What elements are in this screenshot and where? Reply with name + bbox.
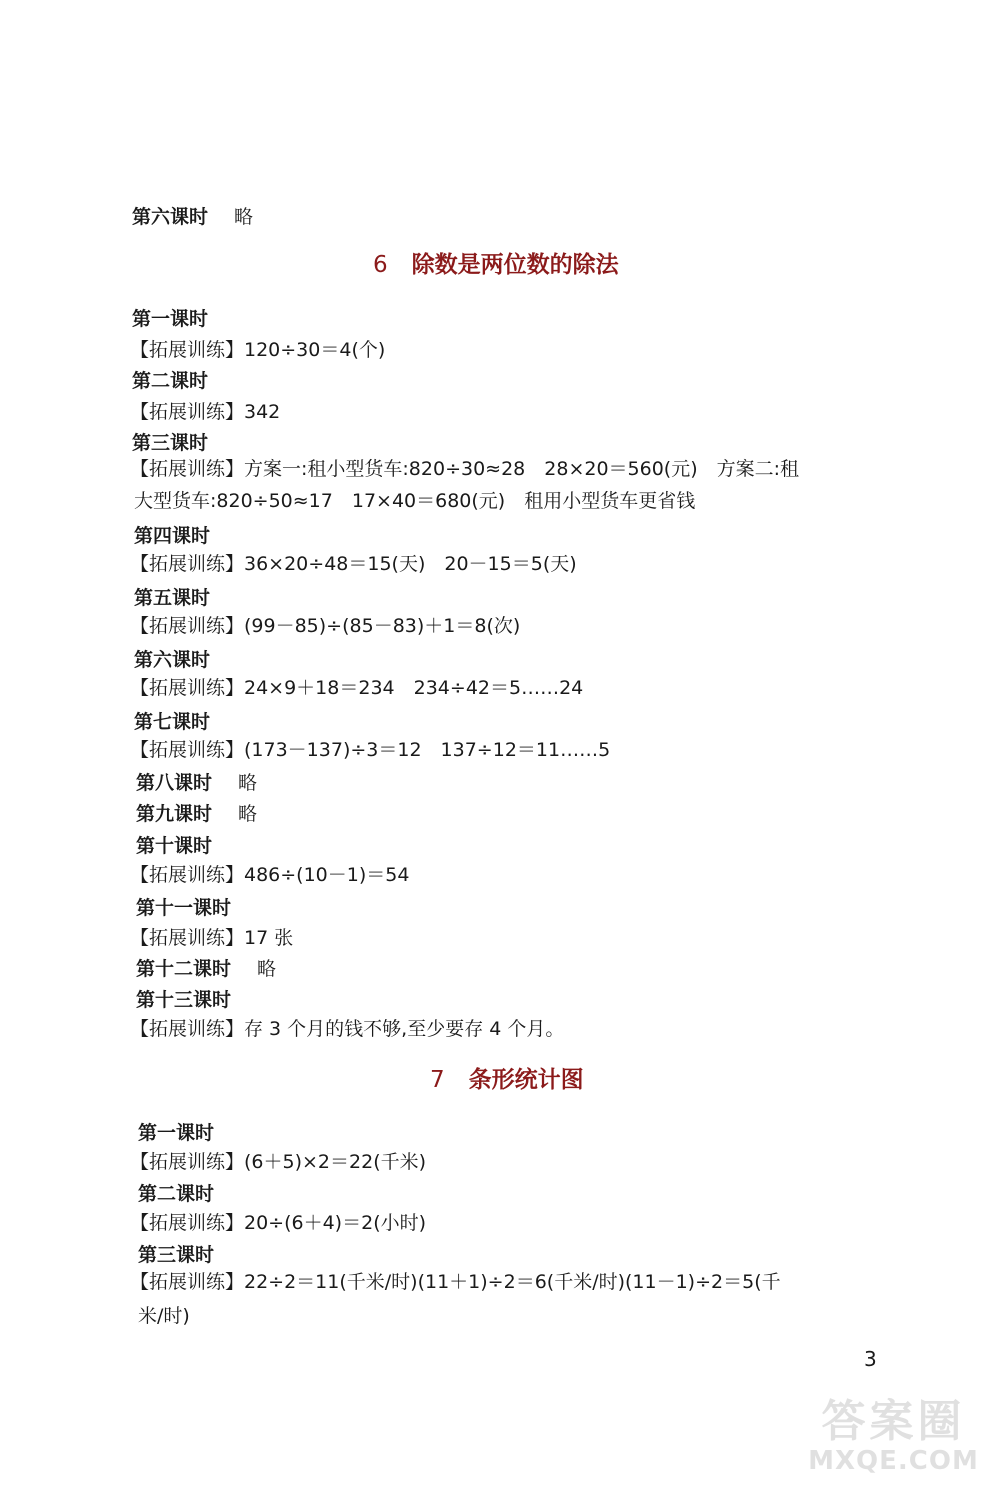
lesson-heading: 第六课时	[132, 206, 209, 228]
section-7-title	[430, 1065, 584, 1095]
lesson-heading: 第二课时	[138, 1183, 215, 1205]
exercise-answer: 【拓展训练】(99－85)÷(85－83)＋1＝8(次)	[130, 615, 521, 637]
exercise-answer-continued: 米/时)	[138, 1305, 190, 1327]
exercise-answer: 【拓展训练】20÷(6＋4)＝2(小时)	[130, 1212, 427, 1234]
section-number: 7	[430, 1067, 445, 1093]
entry-lesson-9	[136, 802, 257, 826]
watermark-text-bottom: MXQE.COM	[808, 1446, 979, 1476]
lesson-content: 略	[234, 206, 254, 228]
exercise-answer: 【拓展训练】(6＋5)×2＝22(千米)	[130, 1151, 427, 1173]
entry-lesson-12	[136, 957, 276, 981]
lesson-heading: 第十一课时	[136, 897, 232, 919]
lesson-heading: 第三课时	[138, 1244, 215, 1266]
exercise-answer: 【拓展训练】17 张	[130, 927, 294, 949]
lesson-content: 略	[238, 772, 258, 794]
page-number: 3	[864, 1347, 877, 1371]
section-name: 条形统计图	[468, 1067, 584, 1093]
lesson-content: 略	[238, 803, 258, 825]
watermark-text-top: 答案圈	[821, 1396, 966, 1447]
section-number: 6	[373, 252, 388, 278]
exercise-answer: 【拓展训练】342	[130, 401, 281, 423]
exercise-answer: 【拓展训练】存 3 个月的钱不够,至少要存 4 个月。	[130, 1018, 565, 1040]
lesson-heading: 第十三课时	[136, 989, 232, 1011]
lesson-heading: 第四课时	[134, 525, 211, 547]
entry-lesson-6-prev	[132, 205, 253, 229]
lesson-heading: 第一课时	[132, 308, 209, 330]
lesson-heading: 第七课时	[134, 711, 211, 733]
lesson-heading: 第六课时	[134, 649, 211, 671]
exercise-answer: 【拓展训练】36×20÷48＝15(天) 20－15＝5(天)	[130, 553, 577, 575]
section-name: 除数是两位数的除法	[411, 252, 619, 278]
exercise-answer: 【拓展训练】24×9＋18＝234 234÷42＝5……24	[130, 677, 584, 699]
lesson-heading: 第三课时	[132, 432, 209, 454]
lesson-heading: 第十二课时	[136, 958, 232, 980]
exercise-answer: 【拓展训练】486÷(10－1)＝54	[130, 864, 410, 886]
lesson-heading: 第十课时	[136, 835, 213, 857]
exercise-answer-continued: 大型货车:820÷50≈17 17×40＝680(元) 租用小型货车更省钱	[134, 490, 696, 512]
lesson-heading: 第五课时	[134, 587, 211, 609]
entry-lesson-8	[136, 771, 257, 795]
lesson-heading: 第八课时	[136, 772, 213, 794]
lesson-content: 略	[257, 958, 277, 980]
exercise-answer: 【拓展训练】22÷2＝11(千米/时)(11＋1)÷2＝6(千米/时)(11－1)÷2＝5(千	[130, 1271, 781, 1293]
lesson-heading: 第一课时	[138, 1122, 215, 1144]
exercise-answer: 【拓展训练】(173－137)÷3＝12 137÷12＝11……5	[130, 739, 611, 761]
exercise-answer: 【拓展训练】方案一:租小型货车:820÷30≈28 28×20＝560(元) 方案二:租	[130, 458, 800, 480]
section-6-title	[373, 250, 619, 280]
exercise-answer: 【拓展训练】120÷30＝4(个)	[130, 339, 386, 361]
watermark-logo	[801, 1398, 986, 1484]
lesson-heading: 第九课时	[136, 803, 213, 825]
lesson-heading: 第二课时	[132, 370, 209, 392]
